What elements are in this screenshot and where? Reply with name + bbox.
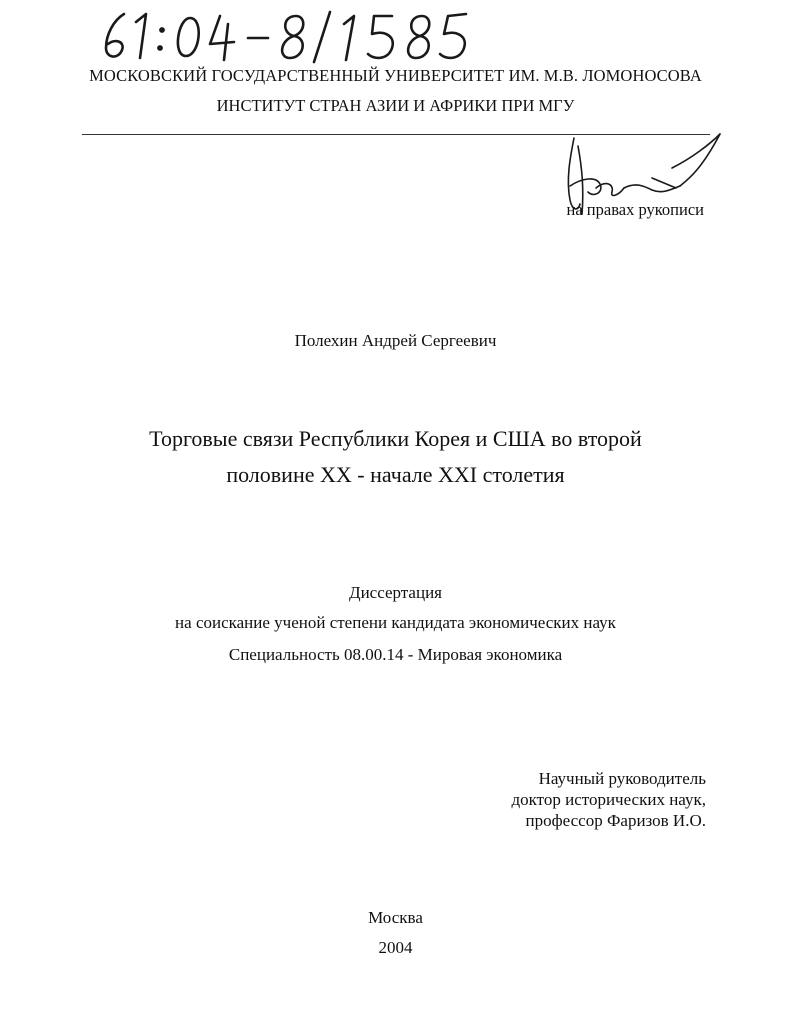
dissertation-specialty: Специальность 08.00.14 - Мировая экономика [228, 645, 563, 664]
dissertation-type: Диссертация [348, 583, 442, 602]
institute-name: ИНСТИТУТ СТРАН АЗИИ И АФРИКИ ПРИ МГУ [216, 96, 575, 115]
university-name: МОСКОВСКИЙ ГОСУДАРСТВЕННЫЙ УНИВЕРСИТЕТ ИМ. М.В. ЛОМОНОСОВА [89, 66, 702, 85]
dissertation-title [0, 421, 791, 493]
supervisor-block [511, 768, 706, 831]
title-line-1: Торговые связи Республики Корея и США во второй [149, 426, 642, 451]
title-line-2: половине XX - начале XXI столетия [226, 462, 565, 487]
supervisor-degree: доктор исторических наук, [511, 790, 706, 809]
rights-note: на правах рукописи [566, 200, 704, 219]
handwritten-archive-code [92, 4, 482, 66]
city: Москва [368, 908, 423, 927]
year: 2004 [378, 938, 413, 957]
author-name: Полехин Андрей Сергеевич [294, 331, 497, 350]
dissertation-purpose: на соискание ученой степени кандидата экономических наук [175, 613, 616, 632]
supervisor-name: профессор Фаризов И.О. [525, 811, 706, 830]
supervisor-role: Научный руководитель [538, 769, 706, 788]
